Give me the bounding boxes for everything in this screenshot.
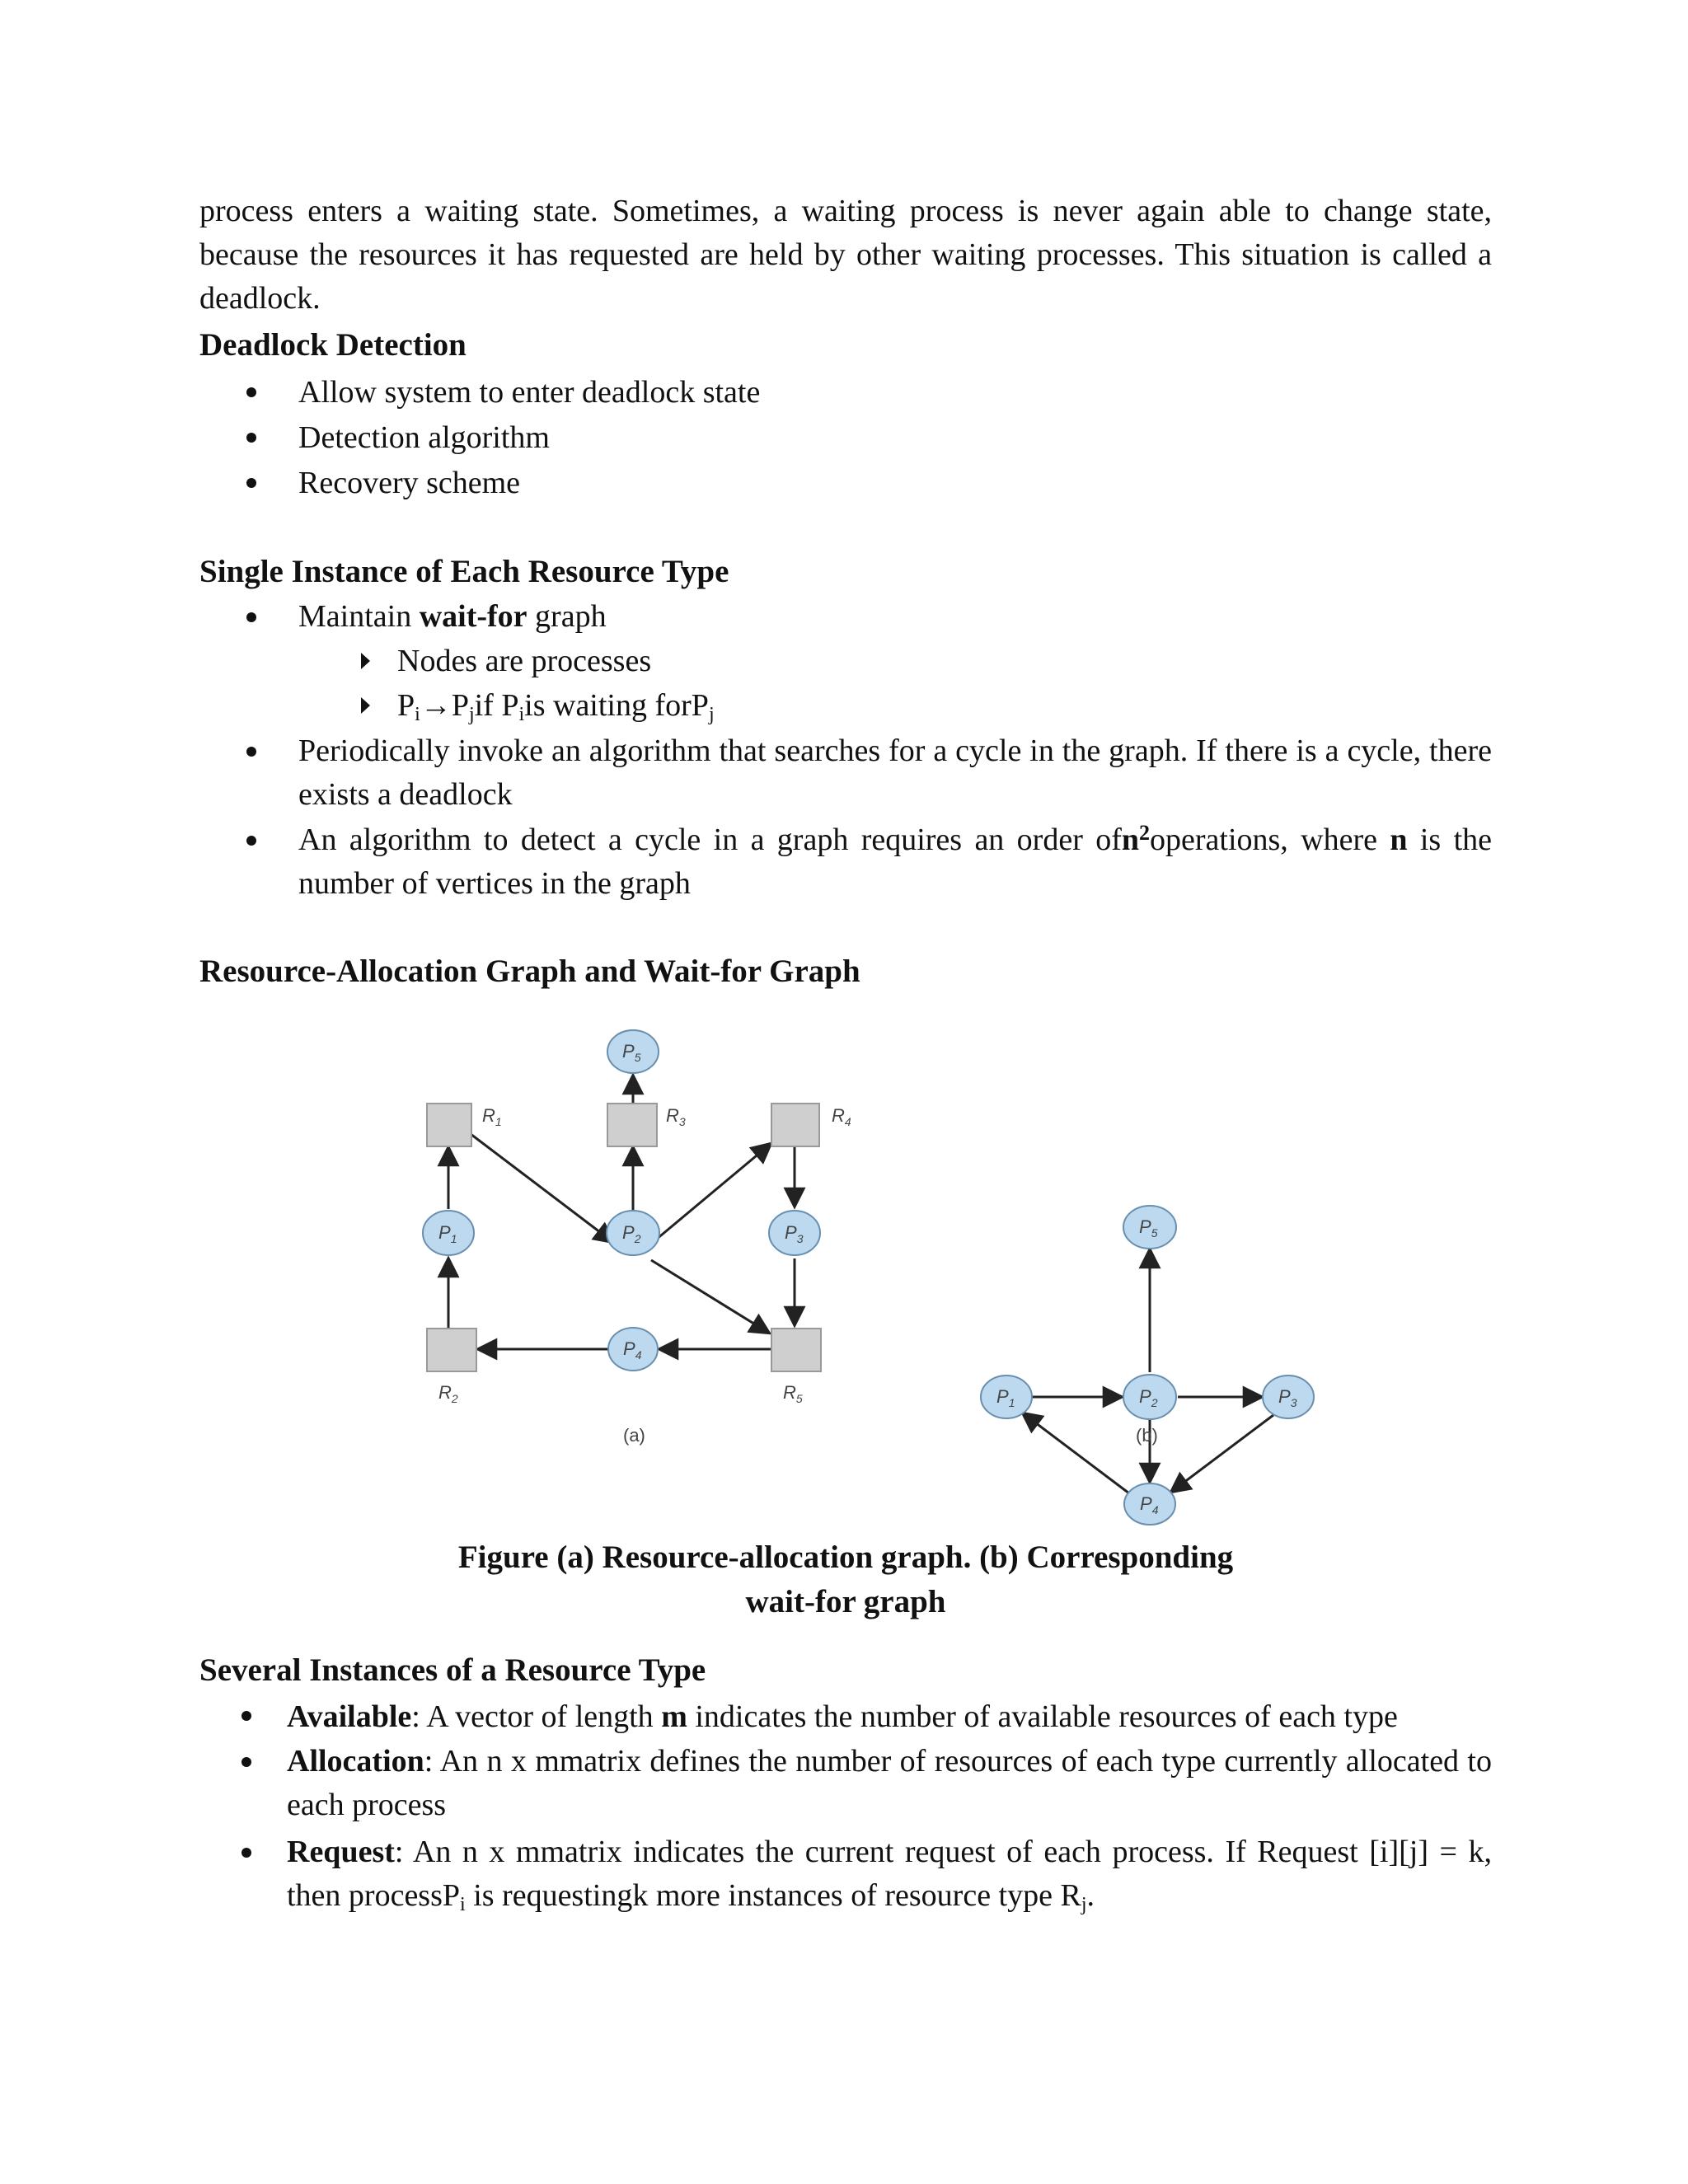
graphs-heading: Resource-Allocation Graph and Wait-for Graph (199, 954, 860, 989)
label-r5: $R_5$ (783, 1382, 803, 1405)
list-item: Periodically invoke an algorithm that searches for a cycle in the graph. If there is a cycle, there exists a deadlock (199, 729, 1492, 817)
edge-r1-to-p2 (471, 1134, 614, 1243)
single-instance-sublist (199, 639, 1492, 728)
label-r1: $R_1$ (482, 1105, 502, 1128)
intro-paragraph: process enters a waiting state. Sometimes, a waiting process is never again able to change state, because the resources it has requested are held by other waiting processes. This situation is called a deadlock. (199, 194, 1492, 316)
label-p2: $P_2$ (622, 1222, 641, 1245)
label-p1: $P_1$ (438, 1222, 457, 1245)
list-item: Allow system to enter deadlock state (199, 370, 1492, 415)
figure-b-label: (b) (1136, 1425, 1158, 1446)
figure-caption: Figure (a) Resource-allocation graph. (b) Corresponding wait-for graph (457, 1540, 1234, 1619)
resource-allocation-figure (199, 996, 1492, 1540)
single-instance-heading: Single Instance of Each Resource Type (199, 554, 729, 589)
label-r2: $R_2$ (438, 1382, 458, 1405)
edge-p2-to-r4 (651, 1143, 771, 1244)
deadlock-detection-heading: Deadlock Detection (199, 327, 467, 363)
list-item: An algorithm to detect a cycle in a graph requires an order ofn$^2$operations, where n is the number of vertices in the graph (199, 818, 1492, 906)
label-p3: $P_3$ (785, 1222, 804, 1245)
sub-list-item: Nodes are processes (199, 639, 1492, 683)
wf-label-p3: $P_3$ (1278, 1386, 1297, 1409)
list-item: Detection algorithm (199, 415, 1492, 461)
resource-r3 (607, 1104, 657, 1146)
list-item: Request: An n x mmatrix indicates the current request of each process. If Request [i][j] = k, then processP$_i$ is requestingk more instances of resource type $R_j$. (199, 1830, 1492, 1918)
wf-label-p4: $P_4$ (1140, 1493, 1159, 1516)
single-instance-list (199, 595, 1492, 639)
list-item: Available: A vector of length m indicates the number of available resources of each type (199, 1694, 1492, 1740)
list-item: Allocation: An n x mmatrix defines the number of resources of each type currently allocated to each process (199, 1740, 1492, 1827)
sub-list-item: $P_i\to P_jif$ $P_iis$ waiting forP$_j$ (199, 683, 1492, 728)
wait-for-term: wait-for (419, 599, 528, 634)
several-instances-heading: Several Instances of a Resource Type (199, 1652, 706, 1688)
resource-r4 (771, 1104, 819, 1146)
label-r4: $R_4$ (832, 1105, 851, 1128)
wf-label-p2: $P_2$ (1139, 1386, 1158, 1409)
label-p5: $P_5$ (622, 1041, 641, 1064)
label-p4: $P_4$ (623, 1338, 642, 1361)
label-r3: $R_3$ (666, 1105, 686, 1128)
list-item: Maintain wait-for graph (199, 595, 1492, 639)
resource-r2 (427, 1329, 476, 1371)
detection-list (199, 370, 1492, 506)
figure-a-label: (a) (623, 1425, 645, 1446)
wf-edge-p4-to-p1 (1022, 1413, 1129, 1493)
list-item: Recovery scheme (199, 461, 1492, 506)
wf-label-p1: $P_1$ (996, 1386, 1015, 1409)
single-instance-list-continued (199, 729, 1492, 906)
resource-r5 (771, 1329, 821, 1371)
wf-edge-p3-to-p4 (1170, 1415, 1273, 1493)
edge-p2-to-r5 (651, 1260, 770, 1333)
several-instances-list (199, 1694, 1492, 1918)
wf-label-p5: $P_5$ (1139, 1216, 1158, 1240)
resource-r1 (427, 1104, 471, 1146)
document-page (199, 190, 1492, 1918)
